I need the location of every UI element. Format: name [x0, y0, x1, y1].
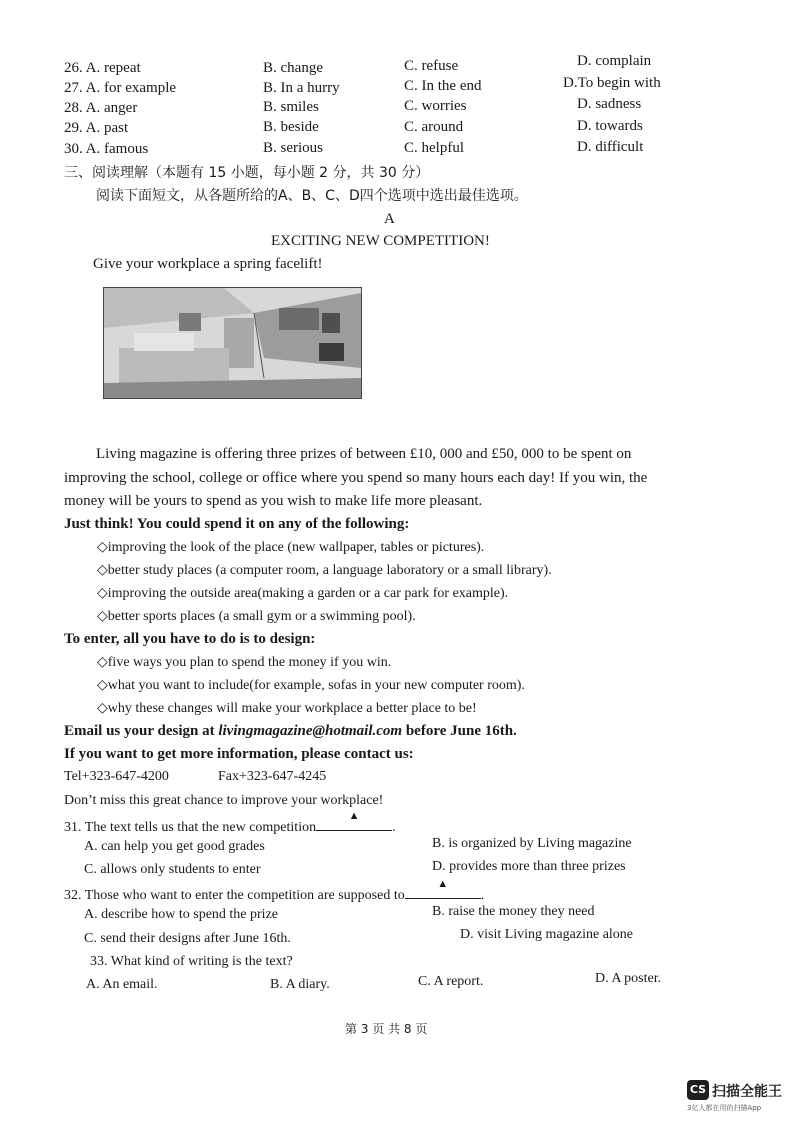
answer-blank[interactable] — [405, 878, 481, 899]
passage-letter: A — [384, 211, 395, 227]
section-heading: 三、阅读理解（本题有 15 小题，每小题 2 分，共 30 分） — [64, 165, 430, 181]
triangle-icon: ▲ — [348, 810, 360, 822]
question-stem-text: 32. Those who want to enter the competition are supposed to — [64, 888, 405, 903]
fax-number: Fax+323-647-4245 — [218, 769, 327, 784]
option-line: D. difficult — [577, 139, 644, 155]
page-footer: 第 3 页 共 8 页 — [345, 1022, 428, 1036]
option-line: B. serious — [263, 140, 323, 156]
option-line: D. towards — [577, 118, 643, 134]
option-line: B. beside — [263, 119, 319, 135]
enter-heading: To enter, all you have to do is to design: — [64, 631, 316, 647]
option-a: A. describe how to spend the prize — [84, 907, 278, 922]
tagline: Give your workplace a spring facelift! — [93, 256, 323, 272]
list-item: ◇why these changes will make your workplace a better place to be! — [97, 701, 477, 716]
question-stem-text: 31. The text tells us that the new competition — [64, 820, 317, 835]
passage-title: EXCITING NEW COMPETITION! — [271, 233, 490, 249]
list-item: ◇improving the look of the place (new wallpaper, tables or pictures). — [97, 540, 485, 555]
option-a: A. can help you get good grades — [84, 839, 265, 854]
list-item: ◇five ways you plan to spend the money if you win. — [97, 655, 392, 670]
watermark-name: 扫描全能王 — [712, 1084, 782, 1100]
option-line: B. smiles — [263, 99, 319, 115]
option-c: C. send their designs after June 16th. — [84, 931, 291, 946]
option-line: 29. A. past — [64, 120, 129, 136]
email-line — [64, 723, 517, 740]
option-c: C. A report. — [418, 974, 484, 989]
email-suffix: before June 16th. — [402, 723, 517, 739]
option-a: A. An email. — [86, 977, 158, 992]
office-photo — [103, 287, 362, 399]
triangle-icon: ▲ — [437, 878, 449, 890]
option-line: D. sadness — [577, 96, 642, 112]
paragraph-line: Living magazine is offering three prizes of between £10, 000 and £50, 000 to be spent on — [96, 446, 632, 462]
option-line: B. change — [263, 60, 323, 76]
option-line: D. complain — [577, 53, 652, 69]
option-d: D. visit Living magazine alone — [460, 927, 634, 942]
question-33-stem: 33. What kind of writing is the text? — [90, 954, 293, 969]
option-d: D. A poster. — [595, 971, 662, 986]
option-line: C. helpful — [404, 140, 464, 156]
paragraph-line: money will be yours to spend as you wish to make life more pleasant. — [64, 493, 483, 509]
stem-end: . — [392, 820, 396, 835]
option-line: C. refuse — [404, 58, 459, 74]
option-line: C. around — [404, 119, 464, 135]
option-line: D.To begin with — [563, 75, 661, 91]
tel-number: Tel+323-647-4200 — [64, 769, 169, 784]
option-line: C. In the end — [404, 78, 482, 94]
email-address[interactable]: livingmagazine@hotmail.com — [218, 723, 403, 739]
paragraph-line: improving the school, college or office where you spend so many hours each day! If you win, the — [64, 470, 648, 486]
option-line: 28. A. anger — [64, 100, 138, 116]
option-d: D. provides more than three prizes — [432, 859, 626, 874]
option-b: B. raise the money they need — [432, 904, 595, 919]
camscanner-logo-icon: CS — [687, 1080, 709, 1100]
option-line: C. worries — [404, 98, 467, 114]
section-instruction: 阅读下面短文，从各题所给的A、B、C、D四个选项中选出最佳选项。 — [96, 188, 528, 204]
closing-line: Don’t miss this great chance to improve your workplace! — [64, 793, 384, 808]
option-line: 27. A. for example — [64, 80, 177, 96]
info-line: If you want to get more information, please contact us: — [64, 746, 414, 762]
question-32-stem — [64, 878, 485, 904]
list-item: ◇better study places (a computer room, a language laboratory or a small library). — [97, 563, 552, 578]
list-item: ◇improving the outside area(making a garden or a car park for example). — [97, 586, 509, 601]
list-item: ◇what you want to include(for example, sofas in your new computer room). — [97, 678, 525, 693]
watermark-sub: 3亿人都在用的扫描App — [687, 1104, 762, 1112]
spend-heading: Just think! You could spend it on any of the following: — [64, 516, 410, 532]
option-line: B. In a hurry — [263, 80, 340, 96]
email-prefix: Email us your design at — [64, 723, 219, 739]
question-31-stem — [64, 810, 396, 836]
option-line: 30. A. famous — [64, 141, 149, 157]
answer-blank[interactable] — [316, 810, 392, 831]
option-line: 26. A. repeat — [64, 60, 141, 76]
stem-end: . — [480, 888, 485, 903]
list-item: ◇better sports places (a small gym or a swimming pool). — [97, 609, 416, 624]
option-b: B. is organized by Living magazine — [432, 836, 632, 851]
option-c: C. allows only students to enter — [84, 862, 261, 877]
option-b: B. A diary. — [270, 977, 330, 992]
